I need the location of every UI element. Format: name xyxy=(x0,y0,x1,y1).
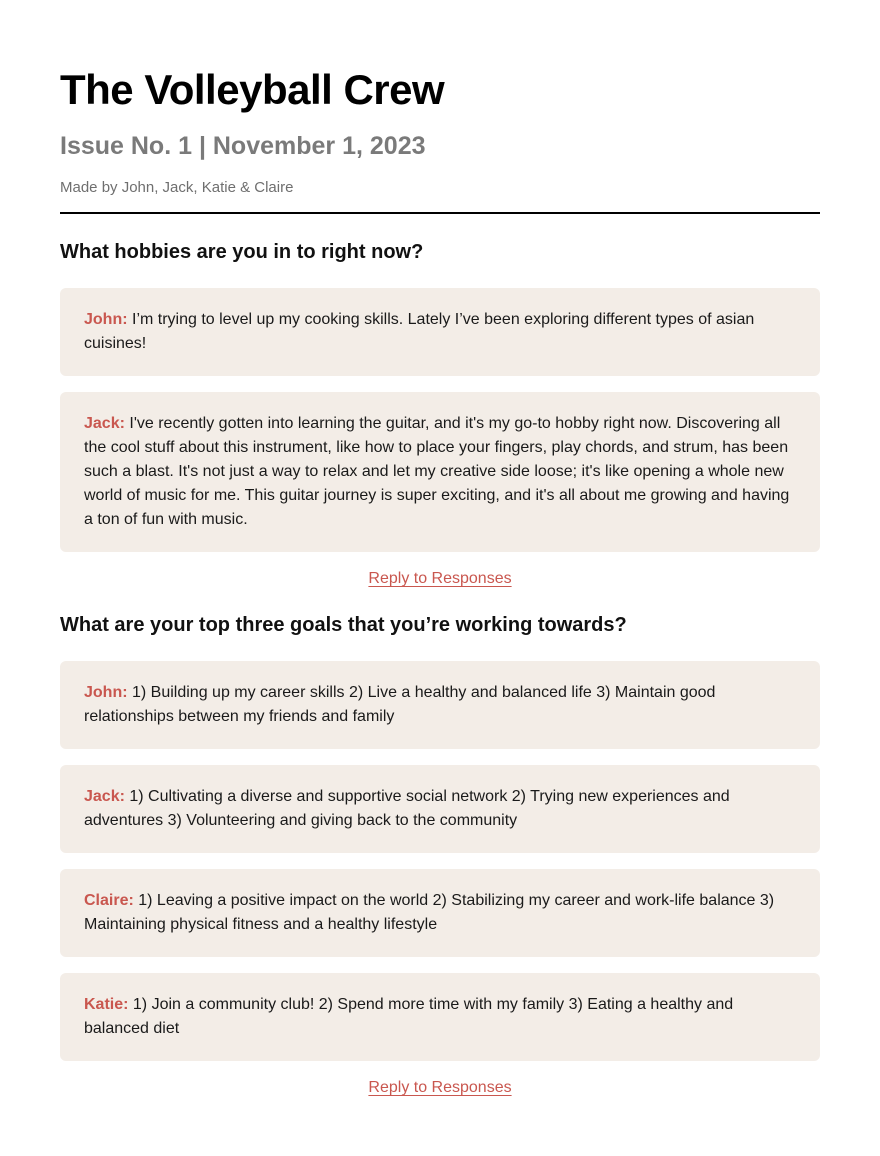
answer-text: I've recently gotten into learning the guitar, and it's my go-to hobby right now. Discovering all the cool stuff about this instrument, like how to place your fingers, play chords, and strum, has been such a blast. It's not just a way to relax and let my creative side loose; it's like opening a whole new world of music for me. This guitar journey is super exciting, and it's all about me growing and having a ton of fun with music. xyxy=(84,415,790,528)
reply-link-container xyxy=(60,567,820,591)
hobbies-section xyxy=(60,238,820,591)
answer-card xyxy=(60,288,820,376)
answer-text: 1) Leaving a positive impact on the world 2) Stabilizing my career and work-life balance 3) Maintaining physical fitness and a healthy lifestyle xyxy=(84,892,775,933)
answer-card xyxy=(60,392,820,552)
answer-card xyxy=(60,661,820,749)
answer-text: 1) Join a community club! 2) Spend more time with my family 3) Eating a healthy and balanced diet xyxy=(84,996,734,1037)
section-question: What are your top three goals that you’re working towards? xyxy=(60,614,627,636)
answers-list xyxy=(60,288,820,552)
reply-to-responses-link[interactable]: Reply to Responses xyxy=(368,1079,512,1096)
answer-author: John: xyxy=(84,684,128,701)
section-question: What hobbies are you in to right now? xyxy=(60,241,424,263)
reply-to-responses-link[interactable]: Reply to Responses xyxy=(368,570,512,587)
header-divider xyxy=(60,212,820,214)
answer-text: I’m trying to level up my cooking skills. Lately I’ve been exploring different types of asian cuisines! xyxy=(84,311,755,352)
answer-card xyxy=(60,765,820,853)
answer-card xyxy=(60,869,820,957)
issue-info: Issue No. 1 | November 1, 2023 xyxy=(60,132,426,160)
answer-author: John: xyxy=(84,311,128,328)
answer-text: 1) Cultivating a diverse and supportive social network 2) Trying new experiences and adventures 3) Volunteering and giving back to the community xyxy=(84,788,730,829)
answers-list xyxy=(60,661,820,1061)
answer-card xyxy=(60,973,820,1061)
reply-link-container xyxy=(60,1076,820,1100)
newsletter-title: The Volleyball Crew xyxy=(60,66,445,113)
answer-author: Jack: xyxy=(84,788,125,805)
answer-author: Jack: xyxy=(84,415,125,432)
answer-author: Claire: xyxy=(84,892,134,909)
byline: Made by John, Jack, Katie & Claire xyxy=(60,179,294,196)
answer-text: 1) Building up my career skills 2) Live a healthy and balanced life 3) Maintain good relationships between my friends and family xyxy=(84,684,716,725)
answer-author: Katie: xyxy=(84,996,129,1013)
goals-section xyxy=(60,611,820,1100)
